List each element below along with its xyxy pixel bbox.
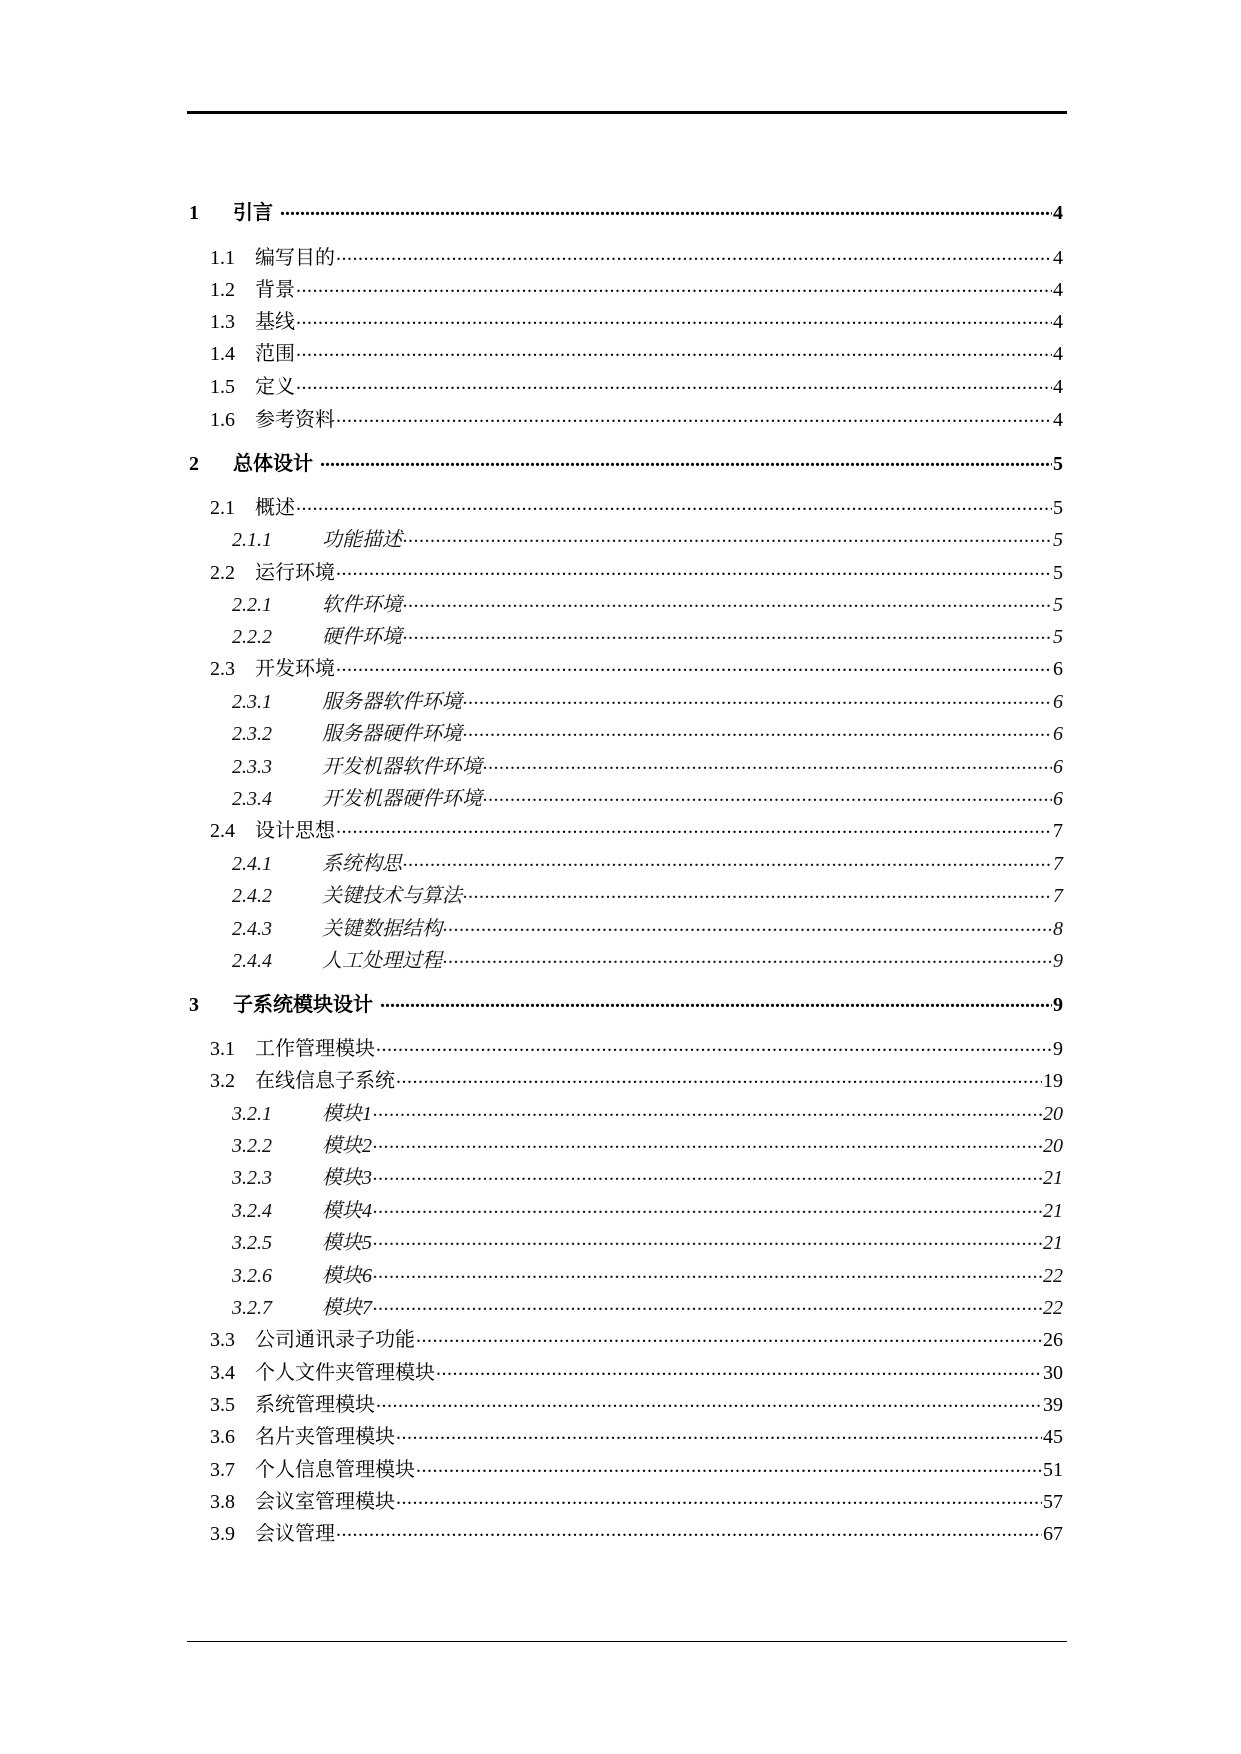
toc-entry[interactable] [187, 370, 1063, 400]
toc-entry-title: 关键数据结构 [322, 918, 442, 940]
toc-entry[interactable] [187, 588, 1063, 618]
toc-entry-page-number: 6 [1053, 756, 1063, 778]
toc-entry-number: 2.4.4 [232, 950, 272, 972]
toc-entry-number: 2.1.1 [232, 529, 272, 551]
toc-entry-page-number: 39 [1043, 1394, 1063, 1416]
toc-entry-page-number: 5 [1053, 626, 1063, 648]
toc-entry-number: 2.4.1 [232, 853, 272, 875]
toc-entry-page-number: 4 [1053, 311, 1063, 333]
dot-leader [483, 753, 1052, 773]
toc-entry-page-number: 57 [1043, 1491, 1063, 1513]
toc-entry-number: 3.8 [210, 1491, 235, 1513]
toc-entry-number: 2.3.2 [232, 723, 272, 745]
toc-entry-number: 2.3.4 [232, 788, 272, 810]
toc-entry[interactable] [187, 196, 1063, 226]
dot-leader [483, 785, 1052, 805]
toc-entry[interactable] [187, 1226, 1063, 1256]
toc-entry-page-number: 6 [1053, 691, 1063, 713]
dot-leader [376, 1391, 1042, 1411]
toc-entry-page-number: 9 [1053, 1038, 1063, 1060]
toc-entry-number: 3.1 [210, 1038, 235, 1060]
toc-entry-number: 1 [189, 202, 199, 224]
toc-entry-title: 引言 [233, 202, 273, 224]
toc-entry-number: 3.2.7 [232, 1297, 272, 1319]
toc-entry[interactable] [187, 1291, 1063, 1321]
toc-entry-title: 编写目的 [255, 247, 335, 269]
toc-entry-number: 3.2.4 [232, 1200, 272, 1222]
toc-entry-page-number: 4 [1053, 376, 1063, 398]
toc-entry[interactable] [187, 652, 1063, 682]
toc-entry-number: 3.9 [210, 1523, 235, 1545]
toc-entry-title: 功能描述 [322, 529, 402, 551]
toc-entry-number: 2.1 [210, 497, 235, 519]
toc-entry[interactable] [187, 1097, 1063, 1127]
toc-entry-number: 3 [189, 994, 199, 1016]
toc-entry-number: 2.4.2 [232, 885, 272, 907]
toc-entry-title: 模块6 [322, 1265, 372, 1287]
toc-entry-page-number: 9 [1053, 950, 1063, 972]
dot-leader [373, 1197, 1042, 1217]
toc-entry-page-number: 21 [1043, 1167, 1063, 1189]
toc-entry-page-number: 7 [1053, 885, 1063, 907]
toc-entry-title: 在线信息子系统 [255, 1070, 395, 1092]
toc-entry-page-number: 22 [1043, 1297, 1063, 1319]
toc-entry-page-number: 4 [1053, 409, 1063, 431]
toc-entry[interactable] [187, 1420, 1063, 1450]
toc-entry-number: 3.2.5 [232, 1232, 272, 1254]
dot-leader [296, 373, 1052, 393]
footer-rule [187, 1641, 1067, 1642]
toc-entry[interactable] [187, 241, 1063, 271]
toc-entry-title: 开发机器硬件环境 [322, 788, 482, 810]
toc-entry-title: 名片夹管理模块 [255, 1426, 395, 1448]
dot-leader [463, 882, 1052, 902]
toc-entry-number: 2.4.3 [232, 918, 272, 940]
dot-leader [373, 1294, 1042, 1314]
toc-entry[interactable] [187, 556, 1063, 586]
toc-entry[interactable] [187, 1485, 1063, 1515]
dot-leader [373, 1262, 1042, 1282]
toc-entry-number: 3.5 [210, 1394, 235, 1416]
toc-entry-page-number: 4 [1053, 247, 1063, 269]
dot-leader [416, 1326, 1042, 1346]
dot-leader [296, 494, 1052, 514]
toc-entry-title: 概述 [255, 497, 295, 519]
toc-entry-title: 模块7 [322, 1297, 372, 1319]
toc-entry[interactable] [187, 305, 1063, 335]
toc-entry-title: 关键技术与算法 [322, 885, 462, 907]
toc-entry-title: 个人文件夹管理模块 [255, 1362, 435, 1384]
dot-leader [336, 817, 1052, 837]
toc-entry-number: 2.2.1 [232, 594, 272, 616]
toc-entry-number: 3.2.2 [232, 1135, 272, 1157]
dot-leader [336, 406, 1052, 426]
dot-leader [296, 340, 1052, 360]
toc-entry-page-number: 7 [1053, 820, 1063, 842]
toc-entry[interactable] [187, 685, 1063, 715]
toc-entry-title: 服务器硬件环境 [322, 723, 462, 745]
toc-entry[interactable] [187, 1129, 1063, 1159]
toc-entry-number: 3.4 [210, 1362, 235, 1384]
toc-entry-number: 1.2 [210, 279, 235, 301]
dot-leader [336, 244, 1052, 264]
toc-entry-title: 背景 [255, 279, 295, 301]
toc-entry[interactable] [187, 1323, 1063, 1353]
dot-leader [443, 915, 1052, 935]
toc-entry-number: 1.6 [210, 409, 235, 431]
dot-leader [443, 947, 1052, 967]
toc-entry[interactable] [187, 403, 1063, 433]
toc-entry-title: 模块5 [322, 1232, 372, 1254]
toc-entry[interactable] [187, 944, 1063, 974]
toc-entry-title: 人工处理过程 [322, 950, 442, 972]
toc-entry-title: 个人信息管理模块 [255, 1459, 415, 1481]
dot-leader [296, 276, 1052, 296]
toc-entry[interactable] [187, 912, 1063, 942]
toc-entry-number: 2.3 [210, 658, 235, 680]
toc-entry-number: 1.4 [210, 343, 235, 365]
toc-entry-title: 运行环境 [255, 562, 335, 584]
toc-entry-page-number: 5 [1053, 497, 1063, 519]
toc-entry-number: 3.7 [210, 1459, 235, 1481]
toc-entry-title: 开发机器软件环境 [322, 756, 482, 778]
dot-leader [396, 1488, 1042, 1508]
toc-entry-page-number: 20 [1043, 1135, 1063, 1157]
toc-entry[interactable] [187, 988, 1063, 1018]
toc-entry-number: 1.1 [210, 247, 235, 269]
toc-entry-title: 开发环境 [255, 658, 335, 680]
toc-entry-number: 2.2.2 [232, 626, 272, 648]
toc-entry-number: 3.2.6 [232, 1265, 272, 1287]
dot-leader [373, 1132, 1042, 1152]
dot-leader [396, 1067, 1042, 1087]
toc-entry-title: 模块1 [322, 1103, 372, 1125]
toc-entry-page-number: 7 [1053, 853, 1063, 875]
toc-entry-number: 2.4 [210, 820, 235, 842]
toc-entry-page-number: 8 [1053, 918, 1063, 940]
toc-entry-title: 参考资料 [255, 409, 335, 431]
dot-leader [280, 199, 1052, 219]
toc-entry-page-number: 4 [1053, 343, 1063, 365]
dot-leader [463, 688, 1052, 708]
toc-entry-title: 系统构思 [322, 853, 402, 875]
toc-entry-number: 2.3.1 [232, 691, 272, 713]
toc-entry[interactable] [187, 782, 1063, 812]
toc-entry-page-number: 4 [1053, 279, 1063, 301]
toc-entry[interactable] [187, 1064, 1063, 1094]
toc-entry[interactable] [187, 847, 1063, 877]
toc-entry-title: 硬件环境 [322, 626, 402, 648]
toc-entry-title: 基线 [255, 311, 295, 333]
toc-entry[interactable] [187, 273, 1063, 303]
toc-entry[interactable] [187, 1356, 1063, 1386]
toc-entry-page-number: 45 [1043, 1426, 1063, 1448]
toc-entry-title: 模块2 [322, 1135, 372, 1157]
toc-entry[interactable] [187, 1194, 1063, 1224]
toc-entry[interactable] [187, 879, 1063, 909]
dot-leader [463, 720, 1052, 740]
toc-entry-page-number: 67 [1043, 1523, 1063, 1545]
toc-entry-page-number: 30 [1043, 1362, 1063, 1384]
toc-entry-page-number: 5 [1053, 594, 1063, 616]
toc-entry-title: 模块3 [322, 1167, 372, 1189]
toc-entry-number: 2.2 [210, 562, 235, 584]
toc-entry-title: 会议管理 [255, 1523, 335, 1545]
dot-leader [403, 591, 1052, 611]
toc-entry-page-number: 6 [1053, 658, 1063, 680]
toc-entry-title: 软件环境 [322, 594, 402, 616]
toc-entry-number: 3.2.3 [232, 1167, 272, 1189]
toc-entry-page-number: 5 [1053, 529, 1063, 551]
toc-entry-title: 模块4 [322, 1200, 372, 1222]
toc-entry[interactable] [187, 1259, 1063, 1289]
dot-leader [336, 559, 1052, 579]
toc-entry-page-number: 51 [1043, 1459, 1063, 1481]
toc-entry-number: 3.2.1 [232, 1103, 272, 1125]
toc-entry-number: 3.6 [210, 1426, 235, 1448]
dot-leader [403, 526, 1052, 546]
toc-entry-page-number: 4 [1053, 202, 1063, 224]
toc-entry-title: 范围 [255, 343, 295, 365]
toc-entry-title: 公司通讯录子功能 [255, 1329, 415, 1351]
toc-entry[interactable] [187, 1161, 1063, 1191]
toc-entry[interactable] [187, 750, 1063, 780]
toc-entry[interactable] [187, 1032, 1063, 1062]
toc-entry[interactable] [187, 1453, 1063, 1483]
toc-entry[interactable] [187, 523, 1063, 553]
dot-leader [296, 308, 1052, 328]
toc-entry[interactable] [187, 620, 1063, 650]
toc-entry-number: 1.3 [210, 311, 235, 333]
toc-entry-page-number: 19 [1043, 1070, 1063, 1092]
dot-leader [396, 1423, 1042, 1443]
toc-entry-page-number: 21 [1043, 1232, 1063, 1254]
toc-entry[interactable] [187, 1388, 1063, 1418]
dot-leader [403, 850, 1052, 870]
toc-entry-number: 2 [189, 453, 199, 475]
header-rule [187, 111, 1067, 114]
toc-entry-number: 3.3 [210, 1329, 235, 1351]
dot-leader [380, 991, 1052, 1011]
dot-leader [373, 1229, 1042, 1249]
toc-entry-page-number: 20 [1043, 1103, 1063, 1125]
toc-entry-page-number: 5 [1053, 453, 1063, 475]
toc-entry-title: 服务器软件环境 [322, 691, 462, 713]
toc-entry[interactable] [187, 491, 1063, 521]
toc-entry-page-number: 22 [1043, 1265, 1063, 1287]
toc-entry-title: 系统管理模块 [255, 1394, 375, 1416]
toc-entry-page-number: 9 [1053, 994, 1063, 1016]
toc-entry-number: 2.3.3 [232, 756, 272, 778]
toc-entry[interactable] [187, 814, 1063, 844]
toc-entry-page-number: 5 [1053, 562, 1063, 584]
toc-entry-page-number: 6 [1053, 723, 1063, 745]
toc-entry-title: 子系统模块设计 [233, 994, 373, 1016]
dot-leader [416, 1456, 1042, 1476]
toc-entry-title: 定义 [255, 376, 295, 398]
toc-entry-number: 1.5 [210, 376, 235, 398]
toc-entry-number: 3.2 [210, 1070, 235, 1092]
toc-entry-page-number: 6 [1053, 788, 1063, 810]
toc-entry-title: 设计思想 [255, 820, 335, 842]
toc-entry-page-number: 26 [1043, 1329, 1063, 1351]
toc-entry[interactable] [187, 447, 1063, 477]
toc-entry-title: 会议室管理模块 [255, 1491, 395, 1513]
dot-leader [373, 1164, 1042, 1184]
toc-entry[interactable] [187, 1517, 1063, 1547]
dot-leader [403, 623, 1052, 643]
toc-entry-title: 工作管理模块 [255, 1038, 375, 1060]
toc-entry-page-number: 21 [1043, 1200, 1063, 1222]
toc-entry-title: 总体设计 [233, 453, 313, 475]
dot-leader [336, 655, 1052, 675]
dot-leader [320, 450, 1052, 470]
toc-entry[interactable] [187, 717, 1063, 747]
dot-leader [436, 1359, 1042, 1379]
toc-entry[interactable] [187, 337, 1063, 367]
dot-leader [376, 1035, 1052, 1055]
dot-leader [373, 1100, 1042, 1120]
dot-leader [336, 1520, 1042, 1540]
